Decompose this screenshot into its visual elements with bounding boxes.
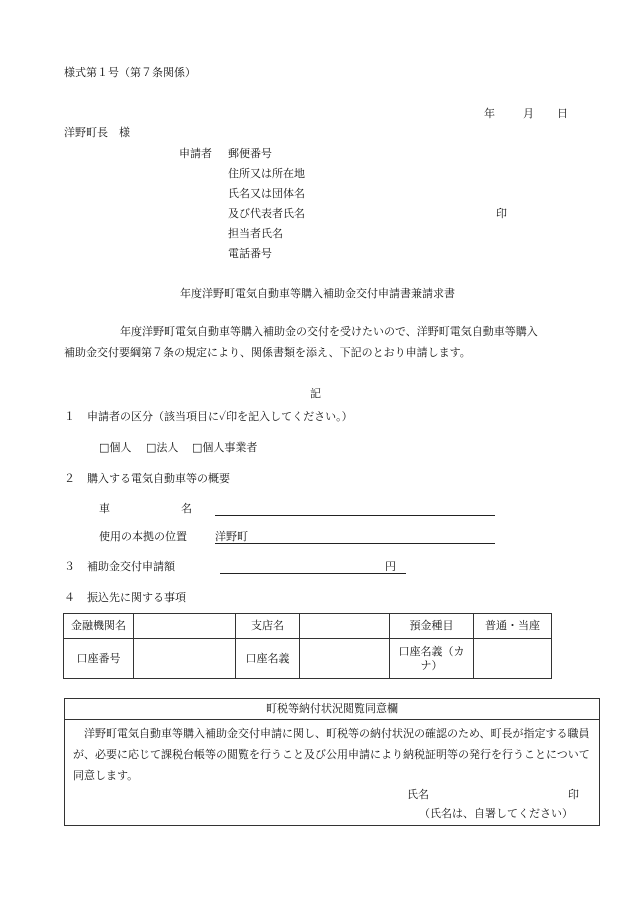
bank-name-field[interactable]: [134, 614, 236, 639]
section1-heading: 申請者の区分（該当項目に✓印を記入してください。）: [87, 410, 353, 423]
deposit-type-label: 預金種目: [390, 614, 474, 639]
applicant-phone: 電話番号: [228, 247, 272, 260]
location-label: 使用の本拠の位置: [99, 530, 187, 543]
section4-heading: 振込先に関する事項: [87, 591, 186, 604]
deposit-type-value[interactable]: 普通・当座: [474, 614, 552, 639]
section3-heading: 補助金交付申請額: [87, 560, 175, 573]
option-sole-proprietor[interactable]: □個人事業者: [192, 441, 258, 454]
ki-heading: 記: [310, 387, 321, 400]
intro-line-1: 年度洋野町電気自動車等購入補助金の交付を受けたいので、洋野町電気自動車等購入: [120, 325, 538, 338]
consent-title: 町税等納付状況閲覧同意欄: [65, 699, 599, 720]
applicant-label: 申請者: [179, 147, 212, 160]
addressee: 洋野町長 様: [64, 126, 130, 139]
section3-number: ３: [64, 560, 75, 573]
account-number-label: 口座番号: [64, 639, 134, 679]
location-field[interactable]: [215, 543, 495, 544]
applicant-representative: 及び代表者氏名: [228, 207, 305, 220]
car-name-field[interactable]: [215, 515, 495, 516]
intro-line-2: 補助金交付要綱第７条の規定により、関係書類を添え、下記のとおり申請します。: [64, 346, 471, 359]
account-name-field[interactable]: [300, 639, 390, 679]
option-individual[interactable]: □個人: [99, 441, 132, 454]
account-kana-field[interactable]: [474, 639, 552, 679]
consent-name-field[interactable]: [432, 801, 562, 802]
account-number-field[interactable]: [134, 639, 236, 679]
branch-name-label: 支店名: [236, 614, 300, 639]
car-name-label-1: 車: [99, 502, 110, 515]
bank-table: [63, 613, 552, 679]
applicant-address: 住所又は所在地: [228, 167, 305, 180]
bank-name-label: 金融機関名: [64, 614, 134, 639]
date-day: 日: [557, 107, 568, 120]
location-value: 洋野町: [215, 530, 248, 543]
option-corporation[interactable]: □法人: [146, 441, 179, 454]
date-month: 月: [523, 107, 534, 120]
account-name-label: 口座名義: [236, 639, 300, 679]
applicant-name-or-group: 氏名又は団体名: [228, 187, 305, 200]
applicant-postal-code: 郵便番号: [228, 147, 272, 160]
page-title: 年度洋野町電気自動車等購入補助金交付申請書兼請求書: [180, 287, 455, 300]
branch-name-field[interactable]: [300, 614, 390, 639]
section2-heading: 購入する電気自動車等の概要: [87, 472, 230, 485]
account-kana-label: 口座名義（カナ）: [390, 639, 474, 679]
applicant-contact-person: 担当者氏名: [228, 227, 283, 240]
consent-name-label: 氏名: [407, 788, 429, 801]
form-number: 様式第１号（第７条関係）: [64, 66, 196, 79]
applicant-seal: 印: [496, 207, 507, 220]
consent-note: （氏名は、自署してください）: [419, 807, 573, 820]
section1-number: １: [64, 410, 75, 423]
section2-number: ２: [64, 472, 75, 485]
consent-seal: 印: [568, 788, 579, 801]
section4-number: ４: [64, 591, 75, 604]
consent-text: 洋野町電気自動車等購入補助金交付申請に関し、町税等の納付状況の確認のため、町長が指定する職員が、必要に応じて課税台帳等の閲覧を行うこと及び公用申請により納税証明等の発行を行うことについて同意します。: [73, 727, 590, 782]
amount-field[interactable]: [220, 573, 406, 574]
car-name-label-2: 名: [181, 502, 192, 515]
amount-unit: 円: [385, 560, 396, 573]
date-year: 年: [484, 107, 495, 120]
